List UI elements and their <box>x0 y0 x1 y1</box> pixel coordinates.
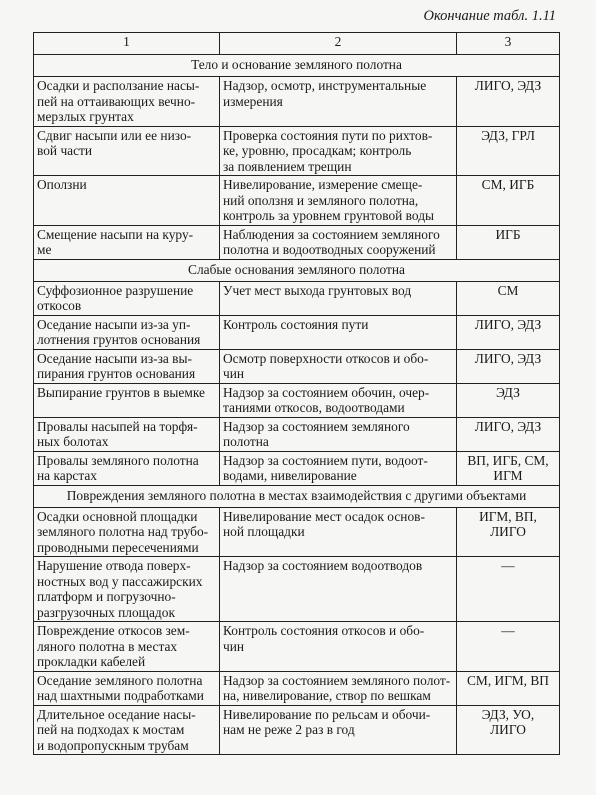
section-title: Повреждения земляного полотна в местах взаимодействия с другими объектами <box>34 485 560 507</box>
method-code-cell: ИГБ <box>457 225 560 259</box>
column-header-3: 3 <box>457 33 560 55</box>
table-row <box>34 705 560 755</box>
monitoring-method-cell: Надзор за состоянием земляного полот- на, нивелирование, створ по вешкам <box>220 671 457 705</box>
method-code-cell: — <box>457 622 560 672</box>
method-code-cell: ЭДЗ <box>457 383 560 417</box>
table-row <box>34 126 560 176</box>
table-caption: Окончание табл. 1.11 <box>423 8 556 24</box>
section-title: Слабые основания земляного полотна <box>34 259 560 281</box>
method-code-cell: СМ, ИГБ <box>457 176 560 226</box>
damage-type-cell: Повреждение откосов зем- ляного полотна в местах прокладки кабелей <box>34 622 220 672</box>
section-title: Тело и основание земляного полотна <box>34 55 560 77</box>
damage-type-cell: Провалы земляного полотна на карстах <box>34 451 220 485</box>
table-row <box>34 281 560 315</box>
table-row <box>34 225 560 259</box>
table-row <box>34 557 560 622</box>
table-row <box>34 507 560 557</box>
monitoring-method-cell: Надзор за состоянием пути, водоот- водами, нивелирование <box>220 451 457 485</box>
damage-type-cell: Выпирание грунтов в выемке <box>34 383 220 417</box>
method-code-cell: ИГМ, ВП, ЛИГО <box>457 507 560 557</box>
damage-type-cell: Суффозионное разрушение откосов <box>34 281 220 315</box>
section-header-row <box>34 55 560 77</box>
monitoring-method-cell: Осмотр поверхности откосов и обо- чин <box>220 349 457 383</box>
data-table <box>33 32 560 755</box>
damage-type-cell: Сдвиг насыпи или ее низо- вой части <box>34 126 220 176</box>
method-code-cell: — <box>457 557 560 622</box>
table-row <box>34 451 560 485</box>
damage-type-cell: Осадки основной площадки земляного полотна над трубо- проводными пересечениями <box>34 507 220 557</box>
method-code-cell: СМ <box>457 281 560 315</box>
column-header-2: 2 <box>220 33 457 55</box>
method-code-cell: ЭДЗ, УО, ЛИГО <box>457 705 560 755</box>
section-header-row <box>34 485 560 507</box>
table-row <box>34 315 560 349</box>
method-code-cell: ЛИГО, ЭДЗ <box>457 315 560 349</box>
method-code-cell: ЛИГО, ЭДЗ <box>457 349 560 383</box>
method-code-cell: СМ, ИГМ, ВП <box>457 671 560 705</box>
damage-type-cell: Оползни <box>34 176 220 226</box>
damage-type-cell: Смещение насыпи на куру- ме <box>34 225 220 259</box>
monitoring-method-cell: Контроль состояния пути <box>220 315 457 349</box>
table-row <box>34 417 560 451</box>
method-code-cell: ВП, ИГБ, СМ, ИГМ <box>457 451 560 485</box>
table-row <box>34 176 560 226</box>
monitoring-method-cell: Надзор за состоянием земляного полотна <box>220 417 457 451</box>
column-number-row <box>34 33 560 55</box>
monitoring-method-cell: Нивелирование, измерение смеще- ний оползня и земляного полотна, контроль за уровнем грунтовой воды <box>220 176 457 226</box>
column-header-1: 1 <box>34 33 220 55</box>
monitoring-method-cell: Надзор за состоянием обочин, очер- таниями откосов, водоотводами <box>220 383 457 417</box>
monitoring-method-cell: Надзор, осмотр, инструментальные измерения <box>220 77 457 127</box>
monitoring-method-cell: Контроль состояния откосов и обо- чин <box>220 622 457 672</box>
damage-type-cell: Оседание земляного полотна над шахтными подработками <box>34 671 220 705</box>
method-code-cell: ЛИГО, ЭДЗ <box>457 417 560 451</box>
monitoring-method-cell: Наблюдения за состоянием земляного полотна и водоотводных сооружений <box>220 225 457 259</box>
monitoring-method-cell: Учет мест выхода грунтовых вод <box>220 281 457 315</box>
damage-type-cell: Нарушение отвода поверх- ностных вод у пассажирских платформ и погрузочно- разгрузочных площадок <box>34 557 220 622</box>
monitoring-method-cell: Нивелирование мест осадок основ- ной площадки <box>220 507 457 557</box>
damage-type-cell: Длительное оседание насы- пей на подходах к мостам и водопропускным трубам <box>34 705 220 755</box>
table-row <box>34 622 560 672</box>
method-code-cell: ЛИГО, ЭДЗ <box>457 77 560 127</box>
damage-type-cell: Оседание насыпи из-за уп- лотнения грунтов основания <box>34 315 220 349</box>
table-row <box>34 671 560 705</box>
monitoring-method-cell: Нивелирование по рельсам и обочи- нам не реже 2 раз в год <box>220 705 457 755</box>
table-row <box>34 77 560 127</box>
section-header-row <box>34 259 560 281</box>
monitoring-method-cell: Надзор за состоянием водоотводов <box>220 557 457 622</box>
table-row <box>34 349 560 383</box>
method-code-cell: ЭДЗ, ГРЛ <box>457 126 560 176</box>
table-row <box>34 383 560 417</box>
monitoring-method-cell: Проверка состояния пути по рихтов- ке, уровню, просадкам; контроль за появлением трещин <box>220 126 457 176</box>
damage-type-cell: Осадки и расползание насы- пей на оттаивающих вечно- мерзлых грунтах <box>34 77 220 127</box>
damage-type-cell: Провалы насыпей на торфя- ных болотах <box>34 417 220 451</box>
damage-type-cell: Оседание насыпи из-за вы- пирания грунтов основания <box>34 349 220 383</box>
